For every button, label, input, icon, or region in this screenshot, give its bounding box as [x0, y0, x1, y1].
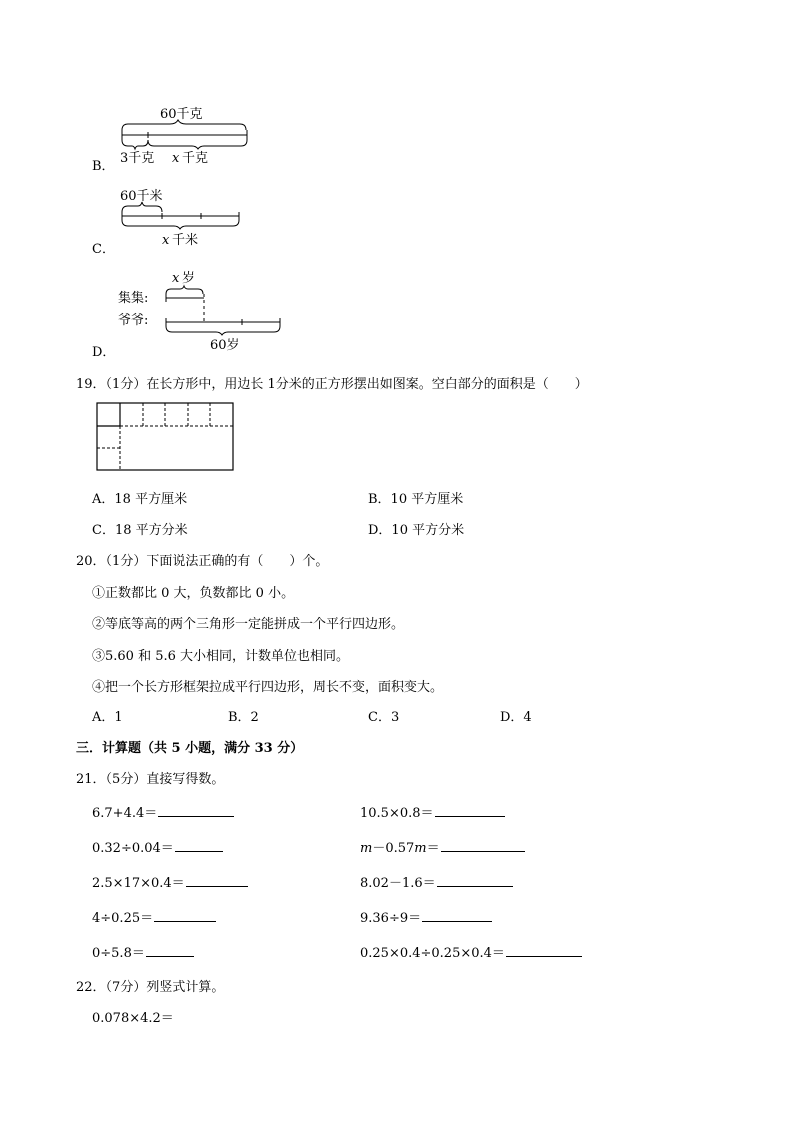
calc-item: 0.32÷0.04＝ — [92, 837, 223, 856]
calc-item: 4÷0.25＝ — [92, 907, 216, 926]
top-var-d: x — [172, 271, 180, 286]
q19-option-d: D．10 平方分米 — [368, 523, 465, 538]
part2-unit-b: 千克 — [182, 151, 209, 166]
q20-option-d: D．4 — [500, 710, 532, 725]
q20-statement-3: ③5.60 和 5.6 大小相同，计数单位也相同。 — [92, 649, 350, 664]
answer-blank[interactable] — [435, 803, 505, 817]
option-c-letter: C． — [92, 242, 115, 257]
calc-item: 6.7+4.4＝ — [92, 802, 234, 821]
calc-item: 0.25×0.4÷0.25×0.4＝ — [360, 942, 582, 961]
top-unit-d: 岁 — [182, 271, 196, 286]
q20-option-b: B．2 — [228, 710, 259, 725]
calc-item: m－0.57m＝ — [360, 837, 525, 856]
calc-item: 0÷5.8＝ — [92, 942, 194, 961]
q20-option-a: A．1 — [92, 710, 123, 725]
calc-item: 10.5×0.8＝ — [360, 802, 505, 821]
segment-diagram-c — [110, 182, 250, 252]
answer-blank[interactable] — [441, 838, 525, 852]
answer-blank[interactable] — [175, 838, 223, 852]
answer-blank[interactable] — [158, 803, 234, 817]
answer-blank[interactable] — [437, 873, 513, 887]
q20-statement-2: ②等底等高的两个三角形一定能拼成一个平行四边形。 — [92, 617, 405, 632]
bottom-unit-c: 千米 — [172, 233, 199, 248]
part2-var-b: x — [172, 151, 180, 166]
rectangle-figure — [96, 402, 236, 474]
q21-stem: 21．（5分）直接写得数。 — [76, 772, 225, 787]
calc-item: 8.02－1.6＝ — [360, 872, 513, 891]
answer-blank[interactable] — [422, 908, 492, 922]
row2-label-d: 爷爷: — [118, 313, 149, 328]
answer-blank[interactable] — [146, 943, 194, 957]
answer-blank[interactable] — [154, 908, 216, 922]
top-label-c: 60千米 — [120, 189, 163, 204]
q20-statement-1: ①正数都比 0 大，负数都比 0 小。 — [92, 586, 295, 601]
total-label-b: 60千克 — [160, 107, 203, 122]
answer-blank[interactable] — [506, 943, 582, 957]
section-title: 三．计算题（共 5 小题，满分 33 分） — [76, 741, 304, 756]
q19-option-a: A．18 平方厘米 — [92, 492, 188, 507]
q19-stem: 19．（1分）在长方形中，用边长 1分米的正方形摆出如图案。空白部分的面积是（ ） — [76, 377, 588, 392]
q19-option-b: B．10 平方厘米 — [368, 492, 464, 507]
q20-option-c: C．3 — [368, 710, 400, 725]
q19-option-c: C．18 平方分米 — [92, 523, 188, 538]
bottom-label-d: 60岁 — [210, 338, 240, 353]
q20-statement-4: ④把一个长方形框架拉成平行四边形，周长不变，面积变大。 — [92, 680, 444, 695]
row1-label-d: 集集: — [118, 291, 149, 306]
q20-stem: 20．（1分）下面说法正确的有（ ）个。 — [76, 554, 329, 569]
bottom-var-c: x — [162, 233, 170, 248]
option-d-letter: D． — [92, 345, 116, 360]
segment-diagram-b — [110, 100, 260, 170]
segment-diagram-d — [118, 264, 288, 356]
answer-blank[interactable] — [186, 873, 248, 887]
option-b-letter: B． — [92, 159, 115, 174]
q22-item: 0.078×4.2＝ — [92, 1011, 174, 1026]
calc-item: 9.36÷9＝ — [360, 907, 492, 926]
part1-label-b: 3千克 — [120, 151, 155, 166]
calc-item: 2.5×17×0.4＝ — [92, 872, 248, 891]
q22-stem: 22．（7分）列竖式计算。 — [76, 980, 225, 995]
